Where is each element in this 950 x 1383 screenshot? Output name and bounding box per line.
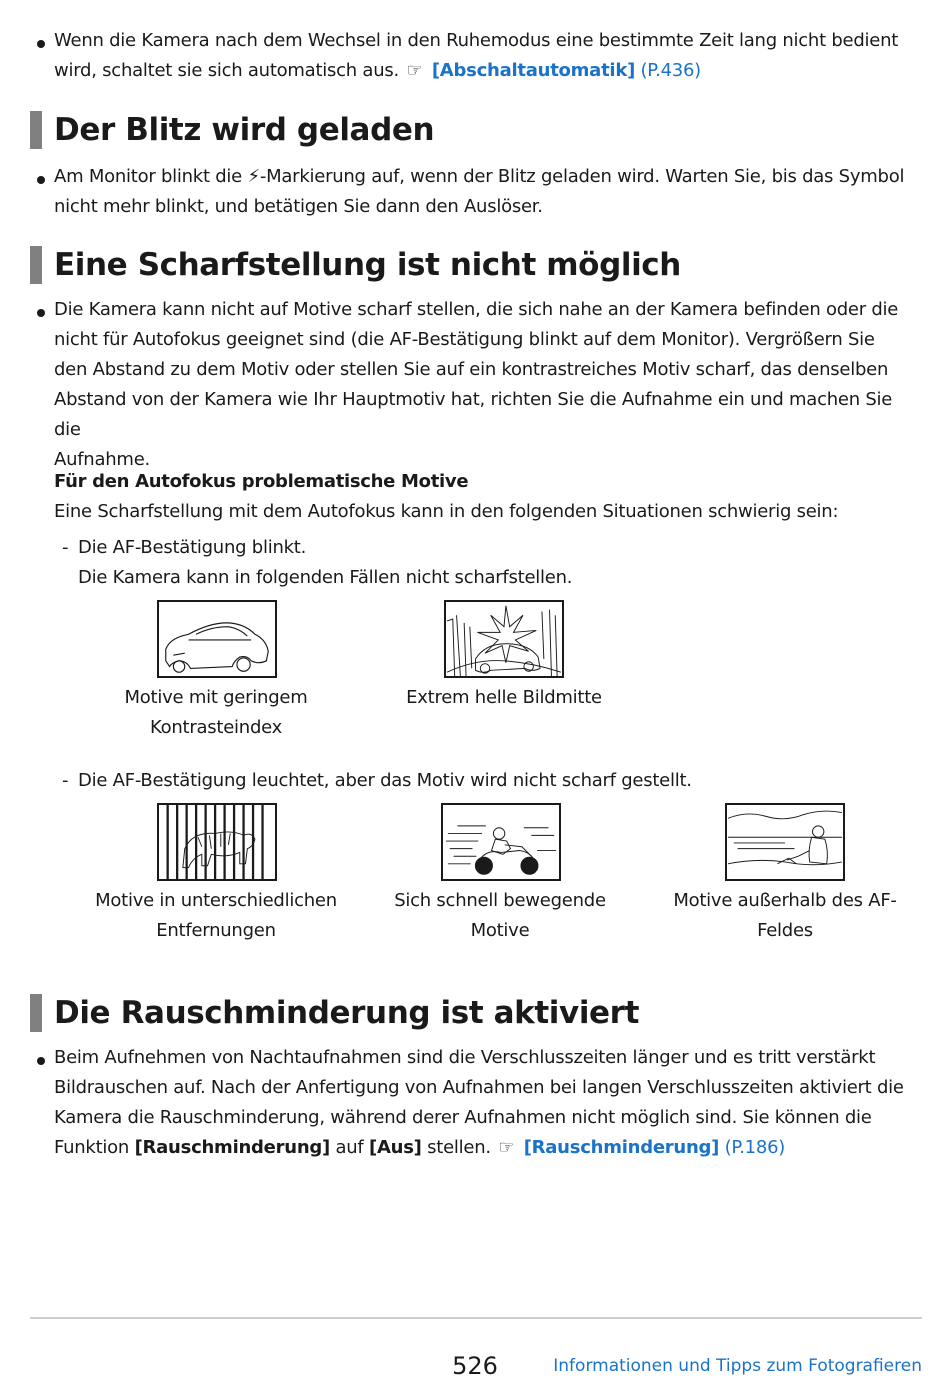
noise-line: Bildrauschen auf. Nach der Anfertigung von Aufnahmen bei langen Verschlusszeiten aktiviert die: [54, 1077, 904, 1098]
noise-paragraph: [54, 1043, 924, 1163]
abschaltautomatik-link[interactable]: [Abschaltautomatik]: [431, 60, 636, 81]
intro-line-2: wird, schaltet sie sich automatisch aus. ☞ [Abschaltautomatik] (P.436): [54, 56, 924, 86]
focus-line: Aufnahme.: [54, 449, 150, 470]
focus-line: Die Kamera kann nicht auf Motive scharf stellen, die sich nahe an der Kamera befinden oder die: [54, 299, 899, 320]
low-contrast-car-illustration: [157, 600, 277, 678]
tiger-behind-bars-illustration: [157, 803, 277, 881]
bullet-dot: [37, 176, 45, 184]
flash-paragraph: [54, 162, 924, 222]
motorcycle-illustration: [441, 803, 561, 881]
noise-line: Beim Aufnehmen von Nachtaufnahmen sind die Verschlusszeiten länger und es tritt verstärkt: [54, 1047, 876, 1068]
dash-marker: -: [62, 537, 69, 558]
bright-center-illustration: [444, 600, 564, 678]
section-heading-flash: [30, 111, 434, 149]
off-center-subject-illustration: [725, 803, 845, 881]
chapter-title-link[interactable]: Informationen und Tipps zum Fotografieren: [553, 1356, 922, 1376]
rauschminderung-label: [Rauschminderung]: [134, 1137, 331, 1158]
dash-marker: -: [62, 770, 69, 791]
aus-label: [Aus]: [368, 1137, 422, 1158]
focus-line: nicht für Autofokus geeignet sind (die AF-Bestätigung blinkt auf dem Monitor). Vergrößern Sie: [54, 329, 875, 350]
case1-dash-item: - Die AF-Bestätigung blinkt.: [62, 533, 306, 563]
heading-text: Der Blitz wird geladen: [54, 112, 435, 148]
caption-fast-moving: Sich schnell bewegende Motive: [394, 890, 606, 941]
flash-line-2: nicht mehr blinkt, und betätigen Sie dann den Auslöser.: [54, 196, 543, 217]
heading-bar: [30, 111, 42, 149]
pointing-hand-icon: ☞: [498, 1137, 515, 1158]
page-number: 526: [452, 1352, 498, 1380]
section-heading-focus: [30, 246, 681, 284]
noise-line: Kamera die Rauschminderung, während derer Aufnahmen nicht möglich sind. Sie können die: [54, 1107, 872, 1128]
page-reference-link[interactable]: (P.436): [640, 60, 701, 81]
caption-outside-af-field: Motive außerhalb des AF- Feldes: [673, 890, 897, 941]
autofocus-subheading: Für den Autofokus problematische Motive: [54, 471, 469, 492]
page-reference-link[interactable]: (P.186): [724, 1137, 786, 1158]
pointing-hand-icon: ☞: [406, 60, 423, 81]
footer-divider: [30, 1317, 922, 1319]
bullet-dot: [37, 40, 45, 48]
flash-icon: ⚡: [247, 166, 260, 187]
focus-line: Abstand von der Kamera wie Ihr Hauptmotiv hat, richten Sie die Aufnahme ein und machen Sie die: [54, 389, 893, 440]
case1-line-2: Die Kamera kann in folgenden Fällen nicht scharfstellen.: [78, 567, 573, 588]
caption-bright-center: Extrem helle Bildmitte: [406, 687, 602, 708]
case2-dash-item: - Die AF-Bestätigung leuchtet, aber das Motiv wird nicht scharf gestellt.: [62, 766, 692, 796]
bullet-dot: [37, 1057, 45, 1065]
heading-bar: [30, 994, 42, 1032]
focus-line: den Abstand zu dem Motiv oder stellen Sie auf ein kontrastreiches Motiv scharf, das denselben: [54, 359, 889, 380]
flash-line-1: Am Monitor blinkt die ⚡-Markierung auf, wenn der Blitz geladen wird. Warten Sie, bis das Symbol: [54, 162, 924, 192]
autofocus-intro: Eine Scharfstellung mit dem Autofokus kann in den folgenden Situationen schwierig sein:: [54, 501, 839, 522]
noise-line-last: Funktion [Rauschminderung] auf [Aus] stellen. ☞ [Rauschminderung] (P.186): [54, 1133, 924, 1163]
heading-text: Eine Scharfstellung ist nicht möglich: [54, 247, 681, 283]
focus-paragraph: [54, 295, 924, 475]
heading-bar: [30, 246, 42, 284]
heading-text: Die Rauschminderung ist aktiviert: [54, 995, 639, 1031]
intro-line-1: Wenn die Kamera nach dem Wechsel in den Ruhemodus eine bestimmte Zeit lang nicht bedient: [54, 30, 899, 51]
bullet-dot: [37, 309, 45, 317]
intro-paragraph: [54, 26, 924, 86]
caption-different-distances: Motive in unterschiedlichen Entfernungen: [95, 890, 337, 941]
section-heading-noise: [30, 994, 639, 1032]
rauschminderung-link[interactable]: [Rauschminderung]: [523, 1137, 720, 1158]
caption-low-contrast: Motive mit geringem Kontrasteindex: [124, 687, 308, 738]
